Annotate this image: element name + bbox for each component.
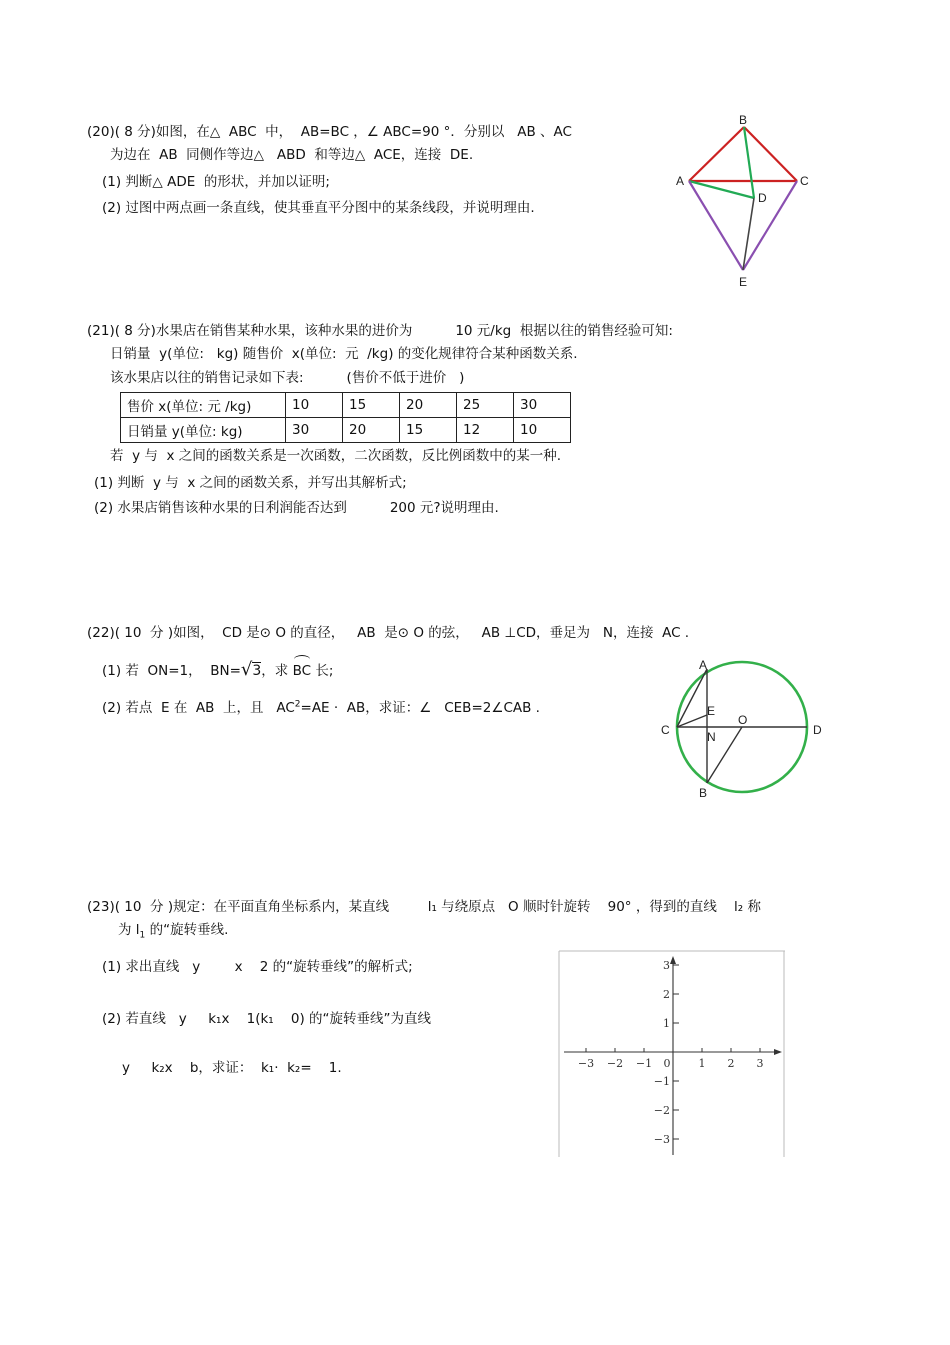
q22-part-1-text-a: (1) 若 ON=1， BN= [102, 663, 241, 679]
q22-label-d: D [813, 723, 822, 737]
q20-label-a: A [676, 174, 685, 188]
q22-arc-bc: BC [292, 663, 312, 679]
x-ticks [578, 1048, 764, 1070]
q22-radicand: 3 [252, 663, 262, 679]
q22-segment-ac [677, 669, 707, 727]
q22-label-e: E [707, 704, 716, 718]
q20-label-e: E [739, 275, 748, 289]
q20-part-2: (2) 过图中两点画一条直线，使其垂直平分图中的某条线段，并说明理由. [102, 200, 535, 216]
q21-line-4: 若 y 与 x 之间的函数关系是一次函数，二次函数，反比例函数中的某一种. [110, 448, 562, 464]
x-tick-label: 2 [727, 1057, 735, 1070]
q23-line-2 [118, 921, 228, 939]
q22-part-2-text-a: (2) 若点 E 在 AB 上，且 AC [102, 700, 295, 716]
q20-label-c: C [800, 174, 809, 188]
q20-triangle-abc [689, 127, 797, 181]
q22-line-1: (22)( 10 分 )如图， CD 是⊙ O 的直径， AB 是⊙ O 的弦， AB ⊥CD，垂足为 N，连接 AC . [87, 625, 690, 641]
table-cell: 20 [400, 393, 457, 418]
table-cell: 15 [343, 393, 400, 418]
q20-figure [660, 110, 820, 295]
table-cell: 30 [514, 393, 571, 418]
q20-line-1: (20)( 8 分)如图，在△ ABC 中， AB=BC ，∠ ABC=90 °．分别以 AB 、AC [87, 124, 572, 140]
q20-label-b: B [739, 113, 748, 127]
q23-part-2-line-1: (2) 若直线 y k₁x 1(k₁ 0) 的“旋转垂线”为直线 [102, 1011, 432, 1027]
q22-part-1 [102, 661, 333, 680]
q21-table-row-price [121, 393, 571, 418]
q21-table-row-sales [121, 418, 571, 443]
q21-part-2: (2) 水果店销售该种水果的日利润能否达到 200 元?说明理由. [94, 500, 499, 516]
x-tick-label: 3 [756, 1057, 764, 1070]
table-cell: 10 [514, 418, 571, 443]
q21-part-1: (1) 判断 y 与 x 之间的函数关系，并写出其解析式; [94, 475, 407, 491]
q20-triangle-abd [689, 127, 754, 198]
q22-label-a: A [699, 658, 708, 672]
q21-data-table [120, 392, 571, 443]
x-tick-label: 0 [663, 1057, 671, 1070]
q23-part-1: (1) 求出直线 y x 2 的“旋转垂线”的解析式; [102, 959, 413, 975]
q23-line-2-text-a: 为 l [118, 922, 140, 938]
y-tick-label: 2 [663, 988, 670, 1001]
q22-part-1-text-b: ，求 [261, 663, 293, 679]
table-cell: 30 [286, 418, 343, 443]
q22-part-2-text-b: =AE · AB，求证：∠ CEB=2∠CAB . [300, 700, 540, 716]
table-cell: 20 [343, 418, 400, 443]
q23-line-1: (23)( 10 分 )规定：在平面直角坐标系内，某直线 l₁ 与绕原点 O 顺时针旋转 90° ，得到的直线 l₂ 称 [87, 899, 761, 915]
q23-coordinate-grid [558, 950, 786, 1158]
x-tick-label: −2 [606, 1057, 624, 1070]
q21-line-1: (21)( 8 分)水果店在销售某种水果，该种水果的进价为 10 元/kg 根据以往的销售经验可知: [87, 323, 673, 339]
y-tick-label: −2 [653, 1104, 670, 1117]
y-tick-label: 3 [663, 959, 670, 972]
q22-label-c: C [661, 723, 670, 737]
y-axis-arrow [670, 956, 676, 964]
q20-part-1: (1) 判断△ ADE 的形状，并加以证明; [102, 174, 330, 190]
x-axis-arrow [774, 1049, 782, 1055]
q23-line-2-text-b: 的“旋转垂线. [145, 922, 229, 938]
y-tick-label: −1 [653, 1075, 670, 1088]
y-tick-label: −3 [653, 1133, 670, 1146]
q23-subscript: 1 [139, 930, 146, 941]
x-tick-label: 1 [698, 1057, 706, 1070]
q20-label-d: D [758, 191, 767, 205]
x-tick-label: −1 [635, 1057, 653, 1070]
q22-label-b: B [699, 786, 708, 800]
q22-label-n: N [707, 730, 716, 744]
q22-part-1-text-c: 长; [311, 663, 334, 679]
q21-line-2: 日销量 y(单位: kg) 随售价 x(单位: 元 /kg) 的变化规律符合某种函数关系. [110, 346, 578, 362]
q22-part-2 [102, 699, 540, 717]
q22-label-o: O [738, 713, 748, 727]
table-cell: 12 [457, 418, 514, 443]
q21-table-header-price: 售价 x(单位: 元 /kg) [121, 393, 286, 418]
q20-line-2: 为边在 AB 同侧作等边△ ABD 和等边△ ACE，连接 DE. [110, 147, 474, 163]
q21-line-3: 该水果店以往的销售记录如下表: (售价不低于进价 ) [110, 370, 465, 386]
sqrt-symbol: √ [240, 659, 253, 680]
q22-superscript: 2 [294, 699, 301, 710]
table-cell: 15 [400, 418, 457, 443]
y-tick-label: 1 [663, 1017, 670, 1030]
x-tick-label: −3 [577, 1057, 595, 1070]
q21-table-header-sales: 日销量 y(单位: kg) [121, 418, 286, 443]
table-cell: 10 [286, 393, 343, 418]
table-cell: 25 [457, 393, 514, 418]
q23-part-2-line-2: y k₂x b，求证： k₁· k₂= 1. [122, 1060, 342, 1076]
q22-figure [655, 655, 835, 805]
